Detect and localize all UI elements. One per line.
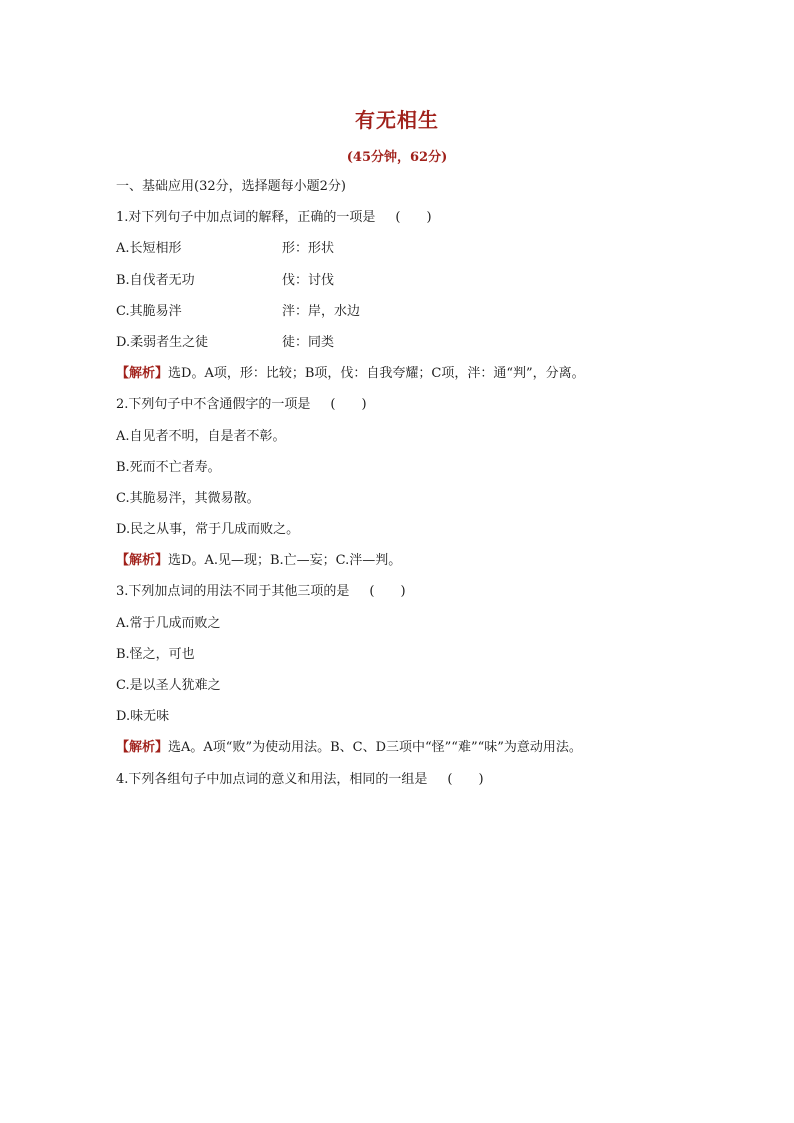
- question-2-analysis: [116, 550, 716, 581]
- answer-paren: ( ): [369, 584, 406, 600]
- option-gloss: 徒：同类: [282, 334, 335, 350]
- option-term: D.柔弱者生之徒: [116, 334, 209, 350]
- question-3-option-a: [116, 613, 716, 644]
- option-text: D.味无味: [116, 709, 170, 725]
- question-3-option-c: [116, 675, 716, 706]
- question-1-option-a: [116, 238, 716, 269]
- analysis-text: 选A。A项“败”为使动用法。B、C、D三项中“怪”“难”“味”为意动用法。: [168, 740, 582, 756]
- question-1-option-c: [116, 301, 716, 332]
- question-2-option-c: [116, 488, 716, 519]
- option-gloss: 伐：讨伐: [282, 272, 335, 288]
- question-2-option-b: [116, 457, 716, 488]
- question-3-text: 3.下列加点词的用法不同于其他三项的是: [116, 584, 350, 600]
- question-3-analysis: [116, 737, 716, 768]
- analysis-tag: 【解析】: [116, 553, 169, 569]
- option-text: C.其脆易泮，其微易散。: [116, 490, 260, 506]
- option-text: A.自见者不明，自是者不彰。: [116, 428, 286, 444]
- question-1-text: 1.对下列句子中加点词的解释，正确的一项是: [116, 210, 376, 226]
- option-text: B.怪之，可也: [116, 646, 195, 662]
- answer-paren: ( ): [395, 210, 432, 226]
- question-2-text: 2.下列句子中不含通假字的一项是: [116, 397, 311, 413]
- analysis-text: 选D。A.见—现；B.亡—妄；C.泮—判。: [168, 553, 402, 569]
- question-2-option-d: [116, 519, 716, 550]
- question-1-stem: [116, 207, 716, 238]
- question-4-stem: [116, 769, 716, 800]
- option-text: B.死而不亡者寿。: [116, 459, 221, 475]
- option-gloss: 泮：岸，水边: [282, 303, 361, 319]
- page-subtitle: (45分钟，62分): [346, 150, 448, 165]
- option-text: A.常于几成而败之: [116, 615, 221, 631]
- question-1-analysis: [116, 363, 716, 394]
- question-4-text: 4.下列各组句子中加点词的意义和用法，相同的一组是: [116, 771, 428, 787]
- option-term: B.自伐者无功: [116, 272, 195, 288]
- answer-paren: ( ): [330, 397, 367, 413]
- analysis-tag: 【解析】: [116, 740, 169, 756]
- option-term: A.长短相形: [116, 241, 182, 257]
- analysis-tag: 【解析】: [116, 366, 169, 382]
- question-2-stem: [116, 394, 716, 425]
- option-text: C.是以圣人犹难之: [116, 678, 221, 693]
- option-gloss: 形：形状: [282, 241, 335, 257]
- option-text: D.民之从事，常于几成而败之。: [116, 522, 300, 538]
- page-title: 有无相生: [355, 108, 439, 132]
- question-3-option-d: [116, 706, 716, 737]
- question-3-stem: [116, 581, 716, 612]
- section-heading-text: 一、基础应用(32分，选择题每小题2分): [116, 179, 346, 194]
- analysis-text: 选D。A项，形：比较；B项，伐：自我夸耀；C项，泮：通“判”，分离。: [168, 366, 585, 382]
- question-1-option-b: [116, 270, 716, 301]
- question-1-option-d: [116, 332, 716, 363]
- option-term: C.其脆易泮: [116, 303, 182, 319]
- document-body: [116, 176, 716, 800]
- question-3-option-b: [116, 644, 716, 675]
- question-2-option-a: [116, 426, 716, 457]
- section-heading: [116, 176, 716, 207]
- answer-paren: ( ): [447, 771, 484, 787]
